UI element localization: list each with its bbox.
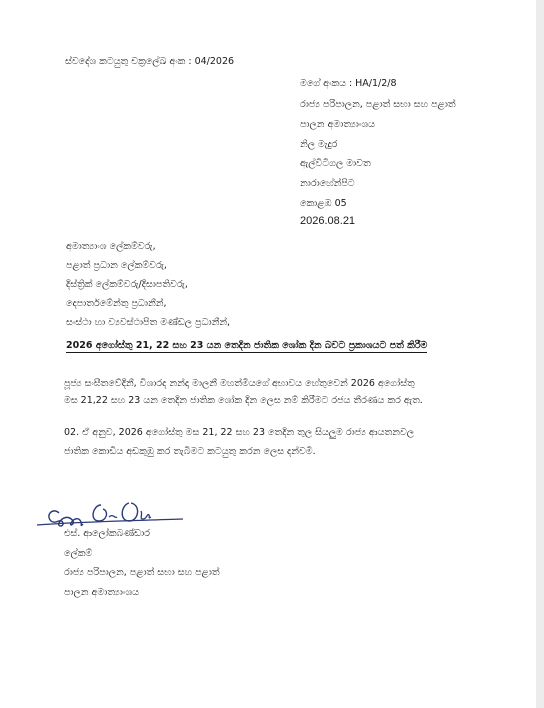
recipient-line: දිස්ත්‍රික් ලේකම්වරු/දිසාපතිවරු, (66, 279, 188, 290)
paragraph-1-line: පූජ්‍ය සංඝීතවේදිනී, විශාරද නන්දා මාලනී මහත්මියගේ අභාවය හේතුවෙන් 2026 අගෝස්තු (64, 378, 415, 389)
subject-heading (66, 340, 427, 351)
sender-address-line: රාජ්‍ය පරිපාලන, පළාත් සභා සහ පළාත් (300, 99, 456, 110)
circular-number: ස්වදේශ කටයුතු චක්‍රලේඛ අංක : 04/2026 (65, 56, 235, 67)
sender-address-line: කොළඹ 05 (300, 198, 347, 209)
sender-address-line: ඇල්විටිගල මාවත (300, 158, 371, 169)
signatory-name: එස්. ආලෝකබණ්ඩාර (64, 528, 150, 539)
signatory-title: ලේකම් (64, 548, 93, 559)
sender-address-line: නාරාහේන්පිට (300, 178, 355, 189)
reference-number: මගේ අංකය : HA/1/2/8 (300, 78, 397, 89)
signatory-org-line: පාලන අමාත්‍යාංශය (64, 587, 139, 598)
subject-text: 2026 අගෝස්තු 21, 22 සහ 23 යන තෙදින ජාතික ශෝක දින බවට ප්‍රකාශයට පත් කිරීම (66, 340, 428, 351)
sender-address-line: නිල මැදුර (300, 139, 338, 150)
scan-edge (536, 0, 544, 708)
sender-address-line: පාලන අමාත්‍යාංශය (300, 119, 375, 130)
recipient-line: දෙපාර්තමේන්තු ප්‍රධානීන්, (66, 298, 167, 309)
letter-date: 2026.08.21 (300, 215, 356, 227)
paragraph-2-line: 02. ඒ අනුව, 2026 අගෝස්තු මස 21, 22 සහ 23 තෙදින තුල සියලුම රාජ්‍ය ආයතනවල (64, 427, 415, 438)
recipient-line: පළාත් ප්‍රධාන ලේකම්වරු, (66, 260, 167, 271)
recipient-line: සංස්ථා හා ව්‍යවස්ථාපිත මණ්ඩල ප්‍රධානීන්, (66, 317, 231, 328)
paragraph-1-line: මස 21,22 සහ 23 යන තෙදින ජාතික ශෝක දින ලෙස නම් කිරීමට රජය තීරණය කර ඇත. (64, 395, 423, 406)
paragraph-2-line: ජාතික කොඩිය අඩකුඹු කර තැබීමට කටයුතු කරන ලෙස දන්වමි. (64, 446, 316, 457)
recipient-line: අමාත්‍යාංශ ලේකම්වරු, (66, 241, 156, 252)
signatory-org-line: රාජ්‍ය පරිපාලන, පළාත් සභා සහ පළාත් (64, 567, 220, 578)
